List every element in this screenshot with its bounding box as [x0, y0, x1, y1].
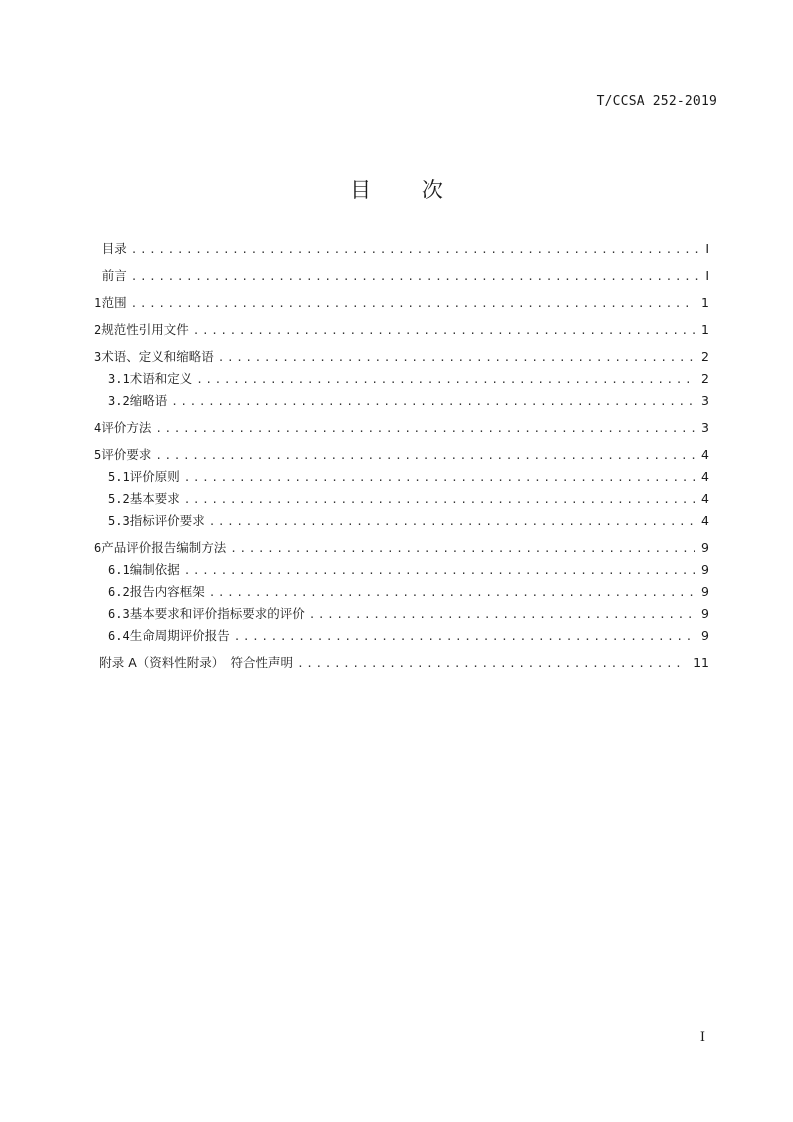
toc-entry-number: 6 — [94, 541, 102, 555]
toc-entry-label: 评价方法 — [101, 420, 152, 435]
document-code: T/CCSA 252-2019 — [596, 94, 717, 109]
toc-entry-number: 6.1 — [108, 563, 130, 577]
toc-entry-page: 9 — [701, 628, 709, 643]
toc-entry-number: 5.3 — [108, 514, 130, 528]
toc-entry-label: 生命周期评价报告 — [129, 628, 230, 643]
toc-subentry[interactable] — [94, 491, 709, 508]
toc-entry-appendix[interactable] — [94, 655, 709, 672]
toc-entry-page: I — [705, 241, 709, 256]
toc-entry-number: 3.2 — [108, 394, 130, 408]
toc-subentry[interactable] — [94, 584, 709, 601]
toc-entry-number: 6.3 — [108, 607, 130, 621]
toc-entry-label: 范围 — [101, 295, 127, 310]
toc-entry[interactable] — [94, 322, 709, 339]
toc-entry-number: 2 — [94, 323, 102, 337]
toc-entry-number: 5 — [94, 448, 102, 462]
toc-entry-label: 术语、定义和缩略语 — [101, 349, 214, 364]
toc-entry[interactable] — [94, 268, 709, 285]
toc-entry-number: 5.1 — [108, 470, 130, 484]
toc-subentry[interactable] — [94, 606, 709, 623]
toc-subentry[interactable] — [94, 371, 709, 388]
toc-entry-label: 目录 — [101, 241, 127, 256]
toc-subentry[interactable] — [94, 628, 709, 645]
toc-leader-dots — [196, 372, 695, 388]
toc-entry-page: 9 — [701, 540, 709, 555]
toc-leader-dots — [131, 242, 700, 258]
toc-entry-number: 6.4 — [108, 629, 130, 643]
toc-leader-dots — [155, 448, 695, 464]
toc-leader-dots — [218, 350, 695, 366]
toc-entry-label: 附录 A（资料性附录） 符合性声明 — [99, 655, 294, 670]
toc-entry-page: 3 — [701, 420, 709, 435]
toc-entry[interactable] — [94, 295, 709, 312]
toc-subentry[interactable] — [94, 469, 709, 486]
toc-entry[interactable] — [94, 420, 709, 437]
toc-entry-label: 缩略语 — [129, 393, 168, 408]
toc-entry-number: 4 — [94, 421, 102, 435]
toc-leader-dots — [155, 421, 695, 437]
toc-entry[interactable] — [94, 349, 709, 366]
toc-entry-page: 1 — [701, 295, 709, 310]
toc-entry-label: 基本要求和评价指标要求的评价 — [129, 606, 305, 621]
toc-leader-dots — [131, 296, 695, 312]
toc-entry-page: 2 — [701, 371, 709, 386]
table-of-contents — [94, 241, 709, 672]
toc-entry-label: 术语和定义 — [129, 371, 193, 386]
toc-entry-label: 编制依据 — [129, 562, 180, 577]
toc-entry[interactable] — [94, 447, 709, 464]
toc-subentry[interactable] — [94, 513, 709, 530]
toc-entry-page: 2 — [701, 349, 709, 364]
page-number: I — [699, 1030, 705, 1045]
toc-entry-label: 评价原则 — [129, 469, 180, 484]
toc-entry-number: 1 — [94, 296, 102, 310]
toc-entry-label: 前言 — [101, 268, 127, 283]
toc-entry-page: 9 — [701, 584, 709, 599]
toc-entry-page: 4 — [701, 469, 709, 484]
toc-subentry[interactable] — [94, 562, 709, 579]
toc-entry-page: 4 — [701, 491, 709, 506]
toc-entry-label: 评价要求 — [101, 447, 152, 462]
toc-leader-dots — [230, 541, 695, 557]
toc-leader-dots — [184, 563, 695, 579]
toc-leader-dots — [184, 492, 695, 508]
toc-leader-dots — [209, 514, 695, 530]
toc-entry-label: 基本要求 — [129, 491, 180, 506]
toc-leader-dots — [234, 629, 695, 645]
toc-entry-label: 产品评价报告编制方法 — [101, 540, 227, 555]
toc-entry-number: 3 — [94, 350, 102, 364]
toc-leader-dots — [297, 656, 687, 672]
toc-leader-dots — [184, 470, 695, 486]
toc-leader-dots — [209, 585, 695, 601]
toc-entry-number: 3.1 — [108, 372, 130, 386]
toc-title: 目 次 — [350, 178, 465, 202]
toc-entry[interactable] — [94, 540, 709, 557]
toc-leader-dots — [193, 323, 695, 339]
toc-entry-page: 1 — [701, 322, 709, 337]
toc-entry-label: 规范性引用文件 — [101, 322, 189, 337]
toc-leader-dots — [309, 607, 695, 623]
toc-entry[interactable] — [94, 241, 709, 258]
toc-entry-label: 指标评价要求 — [129, 513, 205, 528]
toc-entry-page: 9 — [701, 606, 709, 621]
toc-entry-label: 报告内容框架 — [129, 584, 205, 599]
toc-subentry[interactable] — [94, 393, 709, 410]
toc-entry-page: 4 — [701, 447, 709, 462]
toc-entry-page: 4 — [701, 513, 709, 528]
toc-entry-number: 5.2 — [108, 492, 130, 506]
toc-entry-number: 6.2 — [108, 585, 130, 599]
toc-leader-dots — [131, 269, 700, 285]
toc-entry-page: I — [705, 268, 709, 283]
toc-entry-page: 9 — [701, 562, 709, 577]
toc-entry-page: 11 — [693, 655, 709, 670]
toc-entry-page: 3 — [701, 393, 709, 408]
toc-leader-dots — [171, 394, 695, 410]
